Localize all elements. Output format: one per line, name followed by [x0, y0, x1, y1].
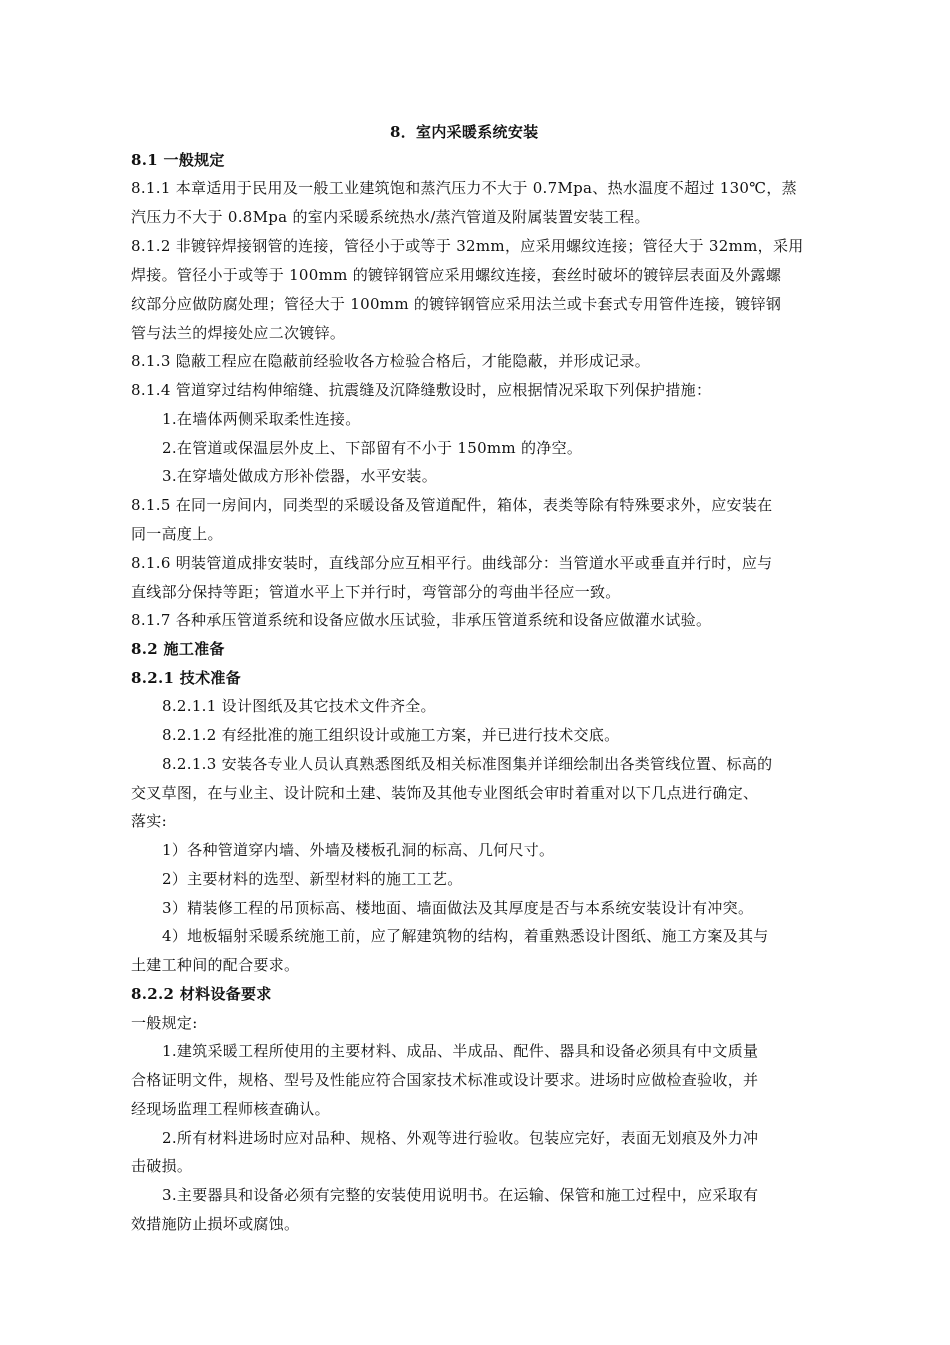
paragraph-line: 8.1.6 明装管道成排安装时，直线部分应互相平行。曲线部分：当管道水平或垂直并行时，应与 [131, 554, 773, 572]
paragraph-line: 管与法兰的焊接处应二次镀锌。 [131, 324, 346, 342]
list-item: 1.在墙体两侧采取柔性连接。 [162, 410, 361, 428]
paragraph-line: 纹部分应做防腐处理；管径大于 100mm 的镀锌钢管应采用法兰或卡套式专用管件连接，镀锌钢 [131, 295, 782, 313]
paragraph-line: 效措施防止损坏或腐蚀。 [131, 1215, 300, 1233]
heading-8-1: 8.1 一般规定 [131, 151, 225, 169]
paragraph-line: 汽压力不大于 0.8Mpa 的室内采暖系统热水/蒸汽管道及附属装置安装工程。 [131, 208, 650, 226]
list-item: 1）各种管道穿内墙、外墙及楼板孔洞的标高、几何尺寸。 [162, 841, 555, 859]
list-item: 3）精装修工程的吊顶标高、楼地面、墙面做法及其厚度是否与本系统安装设计有冲突。 [162, 899, 754, 917]
list-item: 4）地板辐射采暖系统施工前，应了解建筑物的结构，着重熟悉设计图纸、施工方案及其与 [162, 927, 769, 945]
paragraph-line: 8.1.2 非镀锌焊接钢管的连接，管径小于或等于 32mm，应采用螺纹连接；管径大于 32mm，采用 [131, 237, 804, 255]
paragraph-line: 落实: [131, 812, 167, 830]
list-item: 2）主要材料的选型、新型材料的施工工艺。 [162, 870, 463, 888]
paragraph-line: 经现场监理工程师核查确认。 [131, 1100, 330, 1118]
paragraph-line: 8.1.1 本章适用于民用及一般工业建筑饱和蒸汽压力不大于 0.7Mpa、热水温度不超过 130℃，蒸 [131, 179, 797, 197]
paragraph-line: 交叉草图，在与业主、设计院和土建、装饰及其他专业图纸会审时着重对以下几点进行确定、 [131, 784, 759, 802]
paragraph-line: 合格证明文件，规格、型号及性能应符合国家技术标准或设计要求。进场时应做检查验收，并 [131, 1071, 759, 1089]
paragraph-line: 直线部分保持等距；管道水平上下并行时，弯管部分的弯曲半径应一致。 [131, 583, 621, 601]
paragraph-line: 8.1.3 隐蔽工程应在隐蔽前经验收各方检验合格后，才能隐蔽，并形成记录。 [131, 352, 651, 370]
paragraph-line: 8.2.1.3 安装各专业人员认真熟悉图纸及相关标准图集并详细绘制出各类管线位置、标高的 [162, 755, 773, 773]
paragraph-line: 同一高度上。 [131, 525, 223, 543]
heading-8-2-2: 8.2.2 材料设备要求 [131, 985, 272, 1003]
paragraph-line: 8.2.1.2 有经批准的施工组织设计或施工方案，并已进行技术交底。 [162, 726, 620, 744]
paragraph-line: 一般规定: [131, 1014, 198, 1032]
heading-8-2: 8.2 施工准备 [131, 640, 225, 658]
paragraph-line: 8.1.7 各种承压管道系统和设备应做水压试验，非承压管道系统和设备应做灌水试验。 [131, 611, 712, 629]
list-item: 2.在管道或保温层外皮上、下部留有不小于 150mm 的净空。 [162, 439, 583, 457]
list-item: 1.建筑采暖工程所使用的主要材料、成品、半成品、配件、器具和设备必须具有中文质量 [162, 1042, 759, 1060]
paragraph-line: 焊接。管径小于或等于 100mm 的镀锌钢管应采用螺纹连接，套丝时破坏的镀锌层表面及外露螺 [131, 266, 782, 284]
section-title: 8．室内采暖系统安装 [390, 123, 539, 141]
paragraph-line: 8.1.4 管道穿过结构伸缩缝、抗震缝及沉降缝敷设时，应根据情况采取下列保护措施： [131, 381, 712, 399]
paragraph-line: 8.2.1.1 设计图纸及其它技术文件齐全。 [162, 697, 436, 715]
list-item: 3.主要器具和设备必须有完整的安装使用说明书。在运输、保管和施工过程中，应采取有 [162, 1186, 759, 1204]
list-item: 3.在穿墙处做成方形补偿器，水平安装。 [162, 467, 438, 485]
paragraph-line: 8.1.5 在同一房间内，同类型的采暖设备及管道配件，箱体，表类等除有特殊要求外，应安装在 [131, 496, 773, 514]
list-item: 2.所有材料进场时应对品种、规格、外观等进行验收。包装应完好，表面无划痕及外力冲 [162, 1129, 759, 1147]
paragraph-line: 击破损。 [131, 1157, 193, 1175]
paragraph-line: 土建工种间的配合要求。 [131, 956, 300, 974]
heading-8-2-1: 8.2.1 技术准备 [131, 669, 241, 687]
